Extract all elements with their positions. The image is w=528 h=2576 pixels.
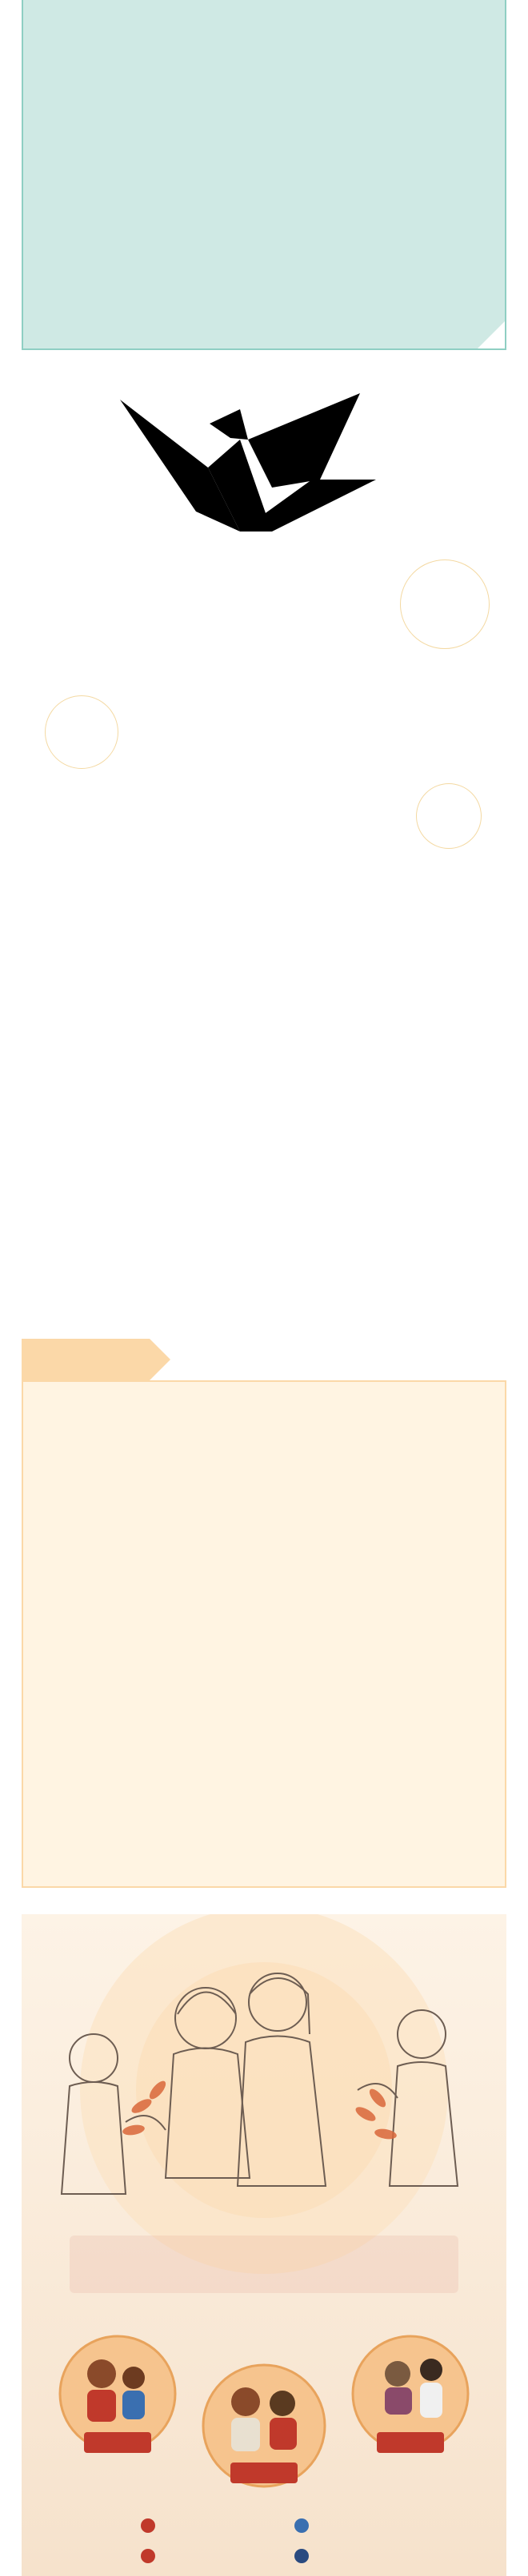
service-circle-3: [353, 2336, 468, 2453]
campaign-poster: [22, 1914, 506, 2576]
decor-circle: [45, 695, 118, 769]
poster-illustration: [22, 1914, 506, 2576]
activity-paragraph-1: [22, 891, 506, 922]
service-circle-1: [60, 2336, 175, 2453]
tag-arrow: [150, 1339, 170, 1380]
related-links-box: [22, 1380, 506, 1888]
host-logo: [141, 2549, 155, 2563]
decor-circle: [416, 783, 482, 849]
service-circle-2: [203, 2365, 325, 2486]
crane-head: [210, 409, 248, 440]
sponsor-logo: [141, 2518, 155, 2533]
host-logo: [294, 2549, 309, 2563]
related-links-tag: [22, 1339, 150, 1380]
paper-crane-logo: [120, 392, 376, 551]
decor-circle: [400, 559, 490, 649]
crane-wing-right: [248, 393, 360, 488]
intro-box: [22, 0, 506, 350]
folded-corner: [478, 321, 505, 348]
sponsor-logo: [294, 2518, 309, 2533]
